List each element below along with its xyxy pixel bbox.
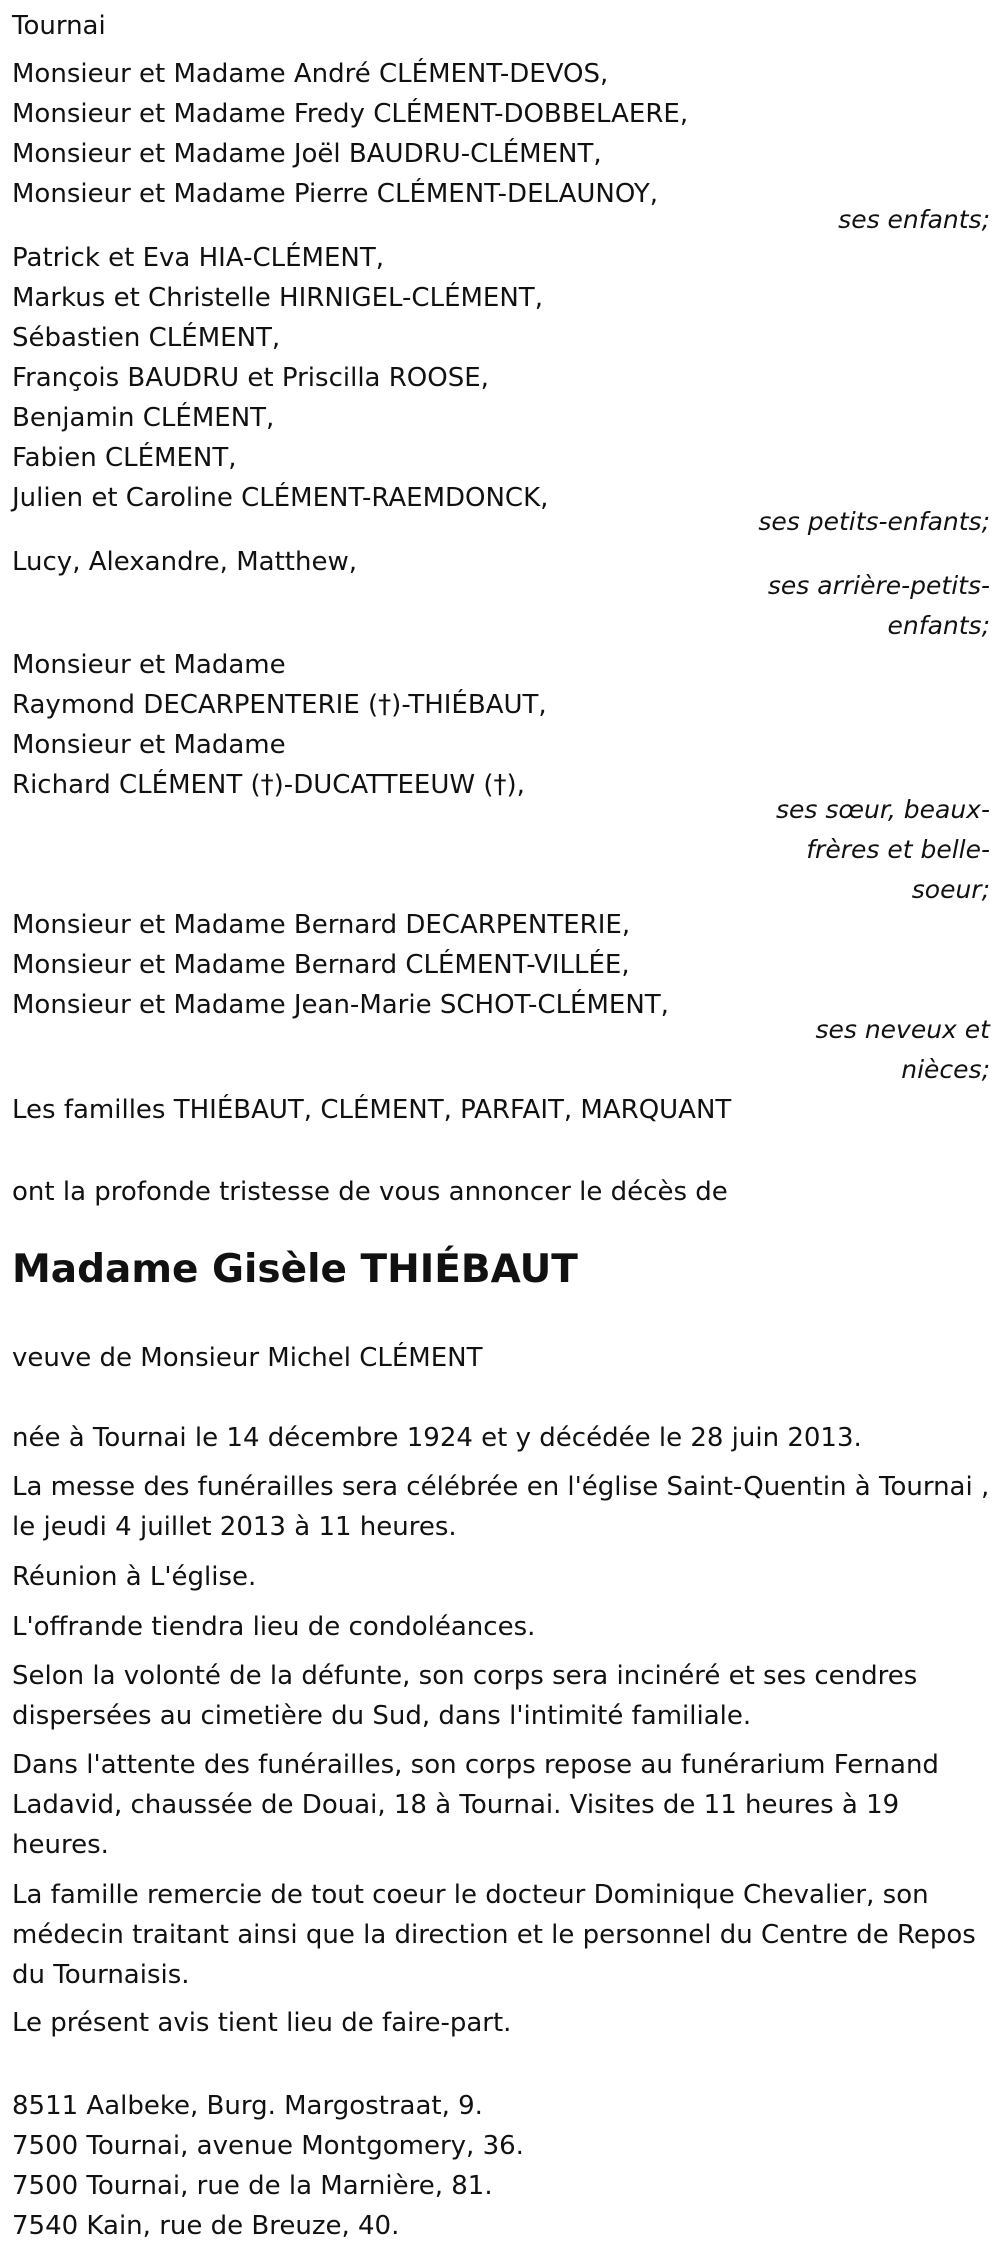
name-line: Richard CLÉMENT (†)-DUCATTEEUW (†), bbox=[12, 770, 525, 800]
name-line: Monsieur et Madame Bernard DECARPENTERIE, bbox=[12, 910, 631, 940]
grandchildren-names bbox=[12, 238, 990, 518]
name-line: Julien et Caroline CLÉMENT-RAEMDONCK, bbox=[12, 483, 549, 513]
name-line: Monsieur et Madame Bernard CLÉMENT-VILLÉE, bbox=[12, 950, 630, 980]
paragraph-cremation: Selon la volonté de la défunte, son corps sera incinéré et ses cendres dispersées au cimetière du Sud, dans l'intimité familiale. bbox=[12, 1661, 918, 1731]
name-line: Monsieur et Madame bbox=[12, 650, 286, 680]
name-line: Lucy, Alexandre, Matthew, bbox=[12, 547, 357, 577]
name-line: Monsieur et Madame bbox=[12, 730, 286, 760]
address-line: 8511 Aalbeke, Burg. Margostraat, 9. bbox=[12, 2091, 483, 2121]
name-line: Patrick et Eva HIA-CLÉMENT, bbox=[12, 243, 384, 273]
address-line: 7540 Kain, rue de Breuze, 40. bbox=[12, 2211, 400, 2241]
role-label-siblings-1: ses sœur, beaux- bbox=[775, 795, 990, 824]
role-label-siblings-3: soeur; bbox=[911, 875, 990, 904]
paragraph-notice: Le présent avis tient lieu de faire-part. bbox=[12, 2008, 512, 2038]
role-label-nephews-2: nièces; bbox=[901, 1055, 990, 1084]
role-label-great-grandchildren-1: ses arrière-petits- bbox=[767, 571, 990, 600]
announcement-line: ont la profonde tristesse de vous annoncer le décès de bbox=[12, 1177, 728, 1207]
name-line: François BAUDRU et Priscilla ROOSE, bbox=[12, 363, 489, 393]
address-line: 7500 Tournai, rue de la Marnière, 81. bbox=[12, 2171, 493, 2201]
role-label-children: ses enfants; bbox=[838, 205, 990, 234]
name-line: Monsieur et Madame Fredy CLÉMENT-DOBBELAERE, bbox=[12, 99, 689, 129]
name-line: Sébastien CLÉMENT, bbox=[12, 323, 281, 353]
siblings-names bbox=[12, 645, 990, 805]
address-line: 7500 Tournai, avenue Montgomery, 36. bbox=[12, 2131, 524, 2161]
role-label-nephews-1: ses neveux et bbox=[815, 1015, 990, 1044]
families-line: Les familles THIÉBAUT, CLÉMENT, PARFAIT, MARQUANT bbox=[12, 1095, 732, 1125]
deceased-relation: veuve de Monsieur Michel CLÉMENT bbox=[12, 1343, 483, 1373]
name-line: Markus et Christelle HIRNIGEL-CLÉMENT, bbox=[12, 283, 543, 313]
paragraph-meeting: Réunion à L'église. bbox=[12, 1562, 257, 1592]
paragraph-thanks: La famille remercie de tout coeur le docteur Dominique Chevalier, son médecin traitant ainsi que la direction et le personnel du Centre de Repos du Tournaisis. bbox=[12, 1880, 976, 1990]
role-label-siblings-2: frères et belle- bbox=[806, 835, 990, 864]
role-label-grandchildren: ses petits-enfants; bbox=[758, 507, 990, 536]
deceased-name: Madame Gisèle THIÉBAUT bbox=[12, 1247, 578, 1292]
name-line: Monsieur et Madame Jean-Marie SCHOT-CLÉMENT, bbox=[12, 990, 669, 1020]
nephews-names bbox=[12, 905, 990, 1025]
children-names bbox=[12, 54, 990, 214]
paragraph-funeral-mass: La messe des funérailles sera célébrée en l'église Saint-Quentin à Tournai , le jeudi 4 juillet 2013 à 11 heures. bbox=[12, 1472, 990, 1542]
role-label-great-grandchildren-2: enfants; bbox=[887, 611, 990, 640]
paragraph-birth-death: née à Tournai le 14 décembre 1924 et y décédée le 28 juin 2013. bbox=[12, 1423, 862, 1453]
name-line: Monsieur et Madame André CLÉMENT-DEVOS, bbox=[12, 59, 609, 89]
name-line: Monsieur et Madame Joël BAUDRU-CLÉMENT, bbox=[12, 139, 602, 169]
name-line: Benjamin CLÉMENT, bbox=[12, 403, 275, 433]
name-line: Fabien CLÉMENT, bbox=[12, 443, 237, 473]
city-header: Tournai bbox=[12, 11, 106, 41]
paragraph-offering: L'offrande tiendra lieu de condoléances. bbox=[12, 1612, 536, 1642]
name-line: Raymond DECARPENTERIE (†)-THIÉBAUT, bbox=[12, 690, 547, 720]
name-line: Monsieur et Madame Pierre CLÉMENT-DELAUNOY, bbox=[12, 179, 659, 209]
paragraph-funerarium: Dans l'attente des funérailles, son corps repose au funérarium Fernand Ladavid, chaussée de Douai, 18 à Tournai. Visites de 11 heures à 19 heures. bbox=[12, 1750, 939, 1860]
address-list bbox=[12, 2086, 990, 2246]
